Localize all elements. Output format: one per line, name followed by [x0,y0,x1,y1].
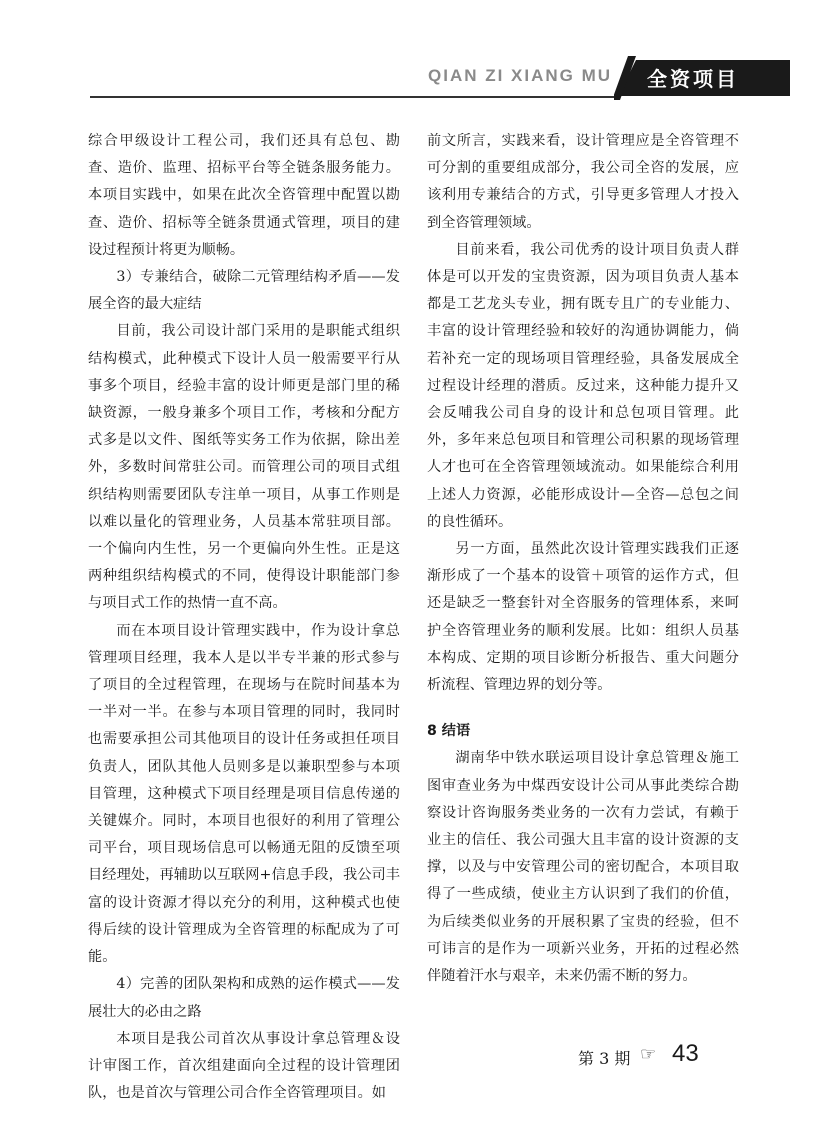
section-badge-label: 全资项目 [647,67,739,91]
left-column [88,128,400,1107]
section-heading: 8 结语 [427,723,471,740]
pointing-hand-icon: ☞ [640,1044,657,1065]
paragraph: 另一方面，虽然此次设计管理实践我们正逐渐形成了一个基本的设管＋项管的运作方式，但还是缺乏一整套针对全咨服务的管理体系，来呵护全咨管理业务的顺利发展。比如：组织人员基本构成、定期的项目诊断分析报告、重大问题分析流程、管理边界的划分等。 [427,541,739,694]
paragraph: 目前来看，我公司优秀的设计项目负责人群体是可以开发的宝贵资源，因为项目负责人基本都是工艺龙头专业，拥有既专且广的专业能力、丰富的设计管理经验和较好的沟通协调能力，倘若补充一定的现场项目管理经验，具备发展成全过程设计经理的潜质。反过来，这种能力提升又会反哺我公司自身的设计和总包项目管理。此外，多年来总包项目和管理公司积累的现场管理人才也可在全咨管理领域流动。如果能综合利用上述人力资源，必能形成设计—全咨—总包之间的良性循环。 [427,241,739,530]
running-header-pinyin: QIAN ZI XIANG MU [428,66,613,85]
subheading: 3）专兼结合，破除二元管理结构矛盾——发展全咨的最大症结 [88,269,400,313]
paragraph: 前文所言，实践来看，设计管理应是全咨管理不可分割的重要组成部分，我公司全咨的发展，应该利用专兼结合的方式，引导更多管理人才投入到全咨管理领域。 [427,133,739,231]
paragraph: 目前，我公司设计部门采用的是职能式组织结构模式，此种模式下设计人员一般需要平行从事多个项目，经验丰富的设计师更是部门里的稀缺资源，一般身兼多个项目工作，考核和分配方式多是以文件、图纸等实务工作为依据，除出差外，多数时间常驻公司。而管理公司的项目式组织结构则需要团队专注单一项目，从事工作则是以难以量化的管理业务，人员基本常驻项目部。一个偏向内生性，另一个更偏向外生性。正是这两种组织结构模式的不同，使得设计职能部门参与项目式工作的热情一直不高。 [88,323,400,612]
paragraph: 而在本项目设计管理实践中，作为设计拿总管理项目经理，我本人是以半专半兼的形式参与了项目的全过程管理，在现场与在院时间基本为一半对一半。在参与本项目管理的同时，我同时也需要承担公司其他项目的设计任务或担任项目负责人，团队其他人员则多是以兼职型参与本项目管理，这种模式下项目经理是项目信息传递的关键媒介。同时，本项目也很好的利用了管理公司平台，项目现场信息可以畅通无阻的反馈至项目经理处，再辅助以互联网+信息手段，我公司丰富的设计资源才得以充分的利用，这种模式也使得后续的设计管理成为全咨管理的标配成为了可能。 [88,622,400,966]
right-column [427,128,739,990]
issue-number: 第 3 期 [578,1049,631,1068]
paragraph: 本项目是我公司首次从事设计拿总管理＆设计审图工作，首次组建面向全过程的设计管理团队，也是首次与管理公司合作全咨管理项目。如 [88,1030,400,1102]
header-rule [90,96,614,98]
paragraph: 湖南华中铁水联运项目设计拿总管理＆施工图审查业务为中煤西安设计公司从事此类综合勘察设计咨询服务类业务的一次有力尝试，有赖于业主的信任、我公司强大且丰富的设计资源的支撑，以及与中安管理公司的密切配合，本项目取得了一些成绩，使业主方认识到了我们的价值，为后续类似业务的开展积累了宝贵的经验，但不可讳言的是作为一项新兴业务，开拓的过程必然伴随着汗水与艰辛，未来仍需不断的努力。 [427,750,739,985]
page-number: 43 [672,1040,699,1067]
paragraph: 综合甲级设计工程公司，我们还具有总包、勘查、造价、监理、招标平台等全链条服务能力。本项目实践中，如果在此次全咨管理中配置以勘查、造价、招标等全链条贯通式管理，项目的建设过程预计将更为顺畅。 [88,133,400,258]
subheading: 4）完善的团队架构和成熟的运作模式——发展壮大的必由之路 [88,976,400,1020]
